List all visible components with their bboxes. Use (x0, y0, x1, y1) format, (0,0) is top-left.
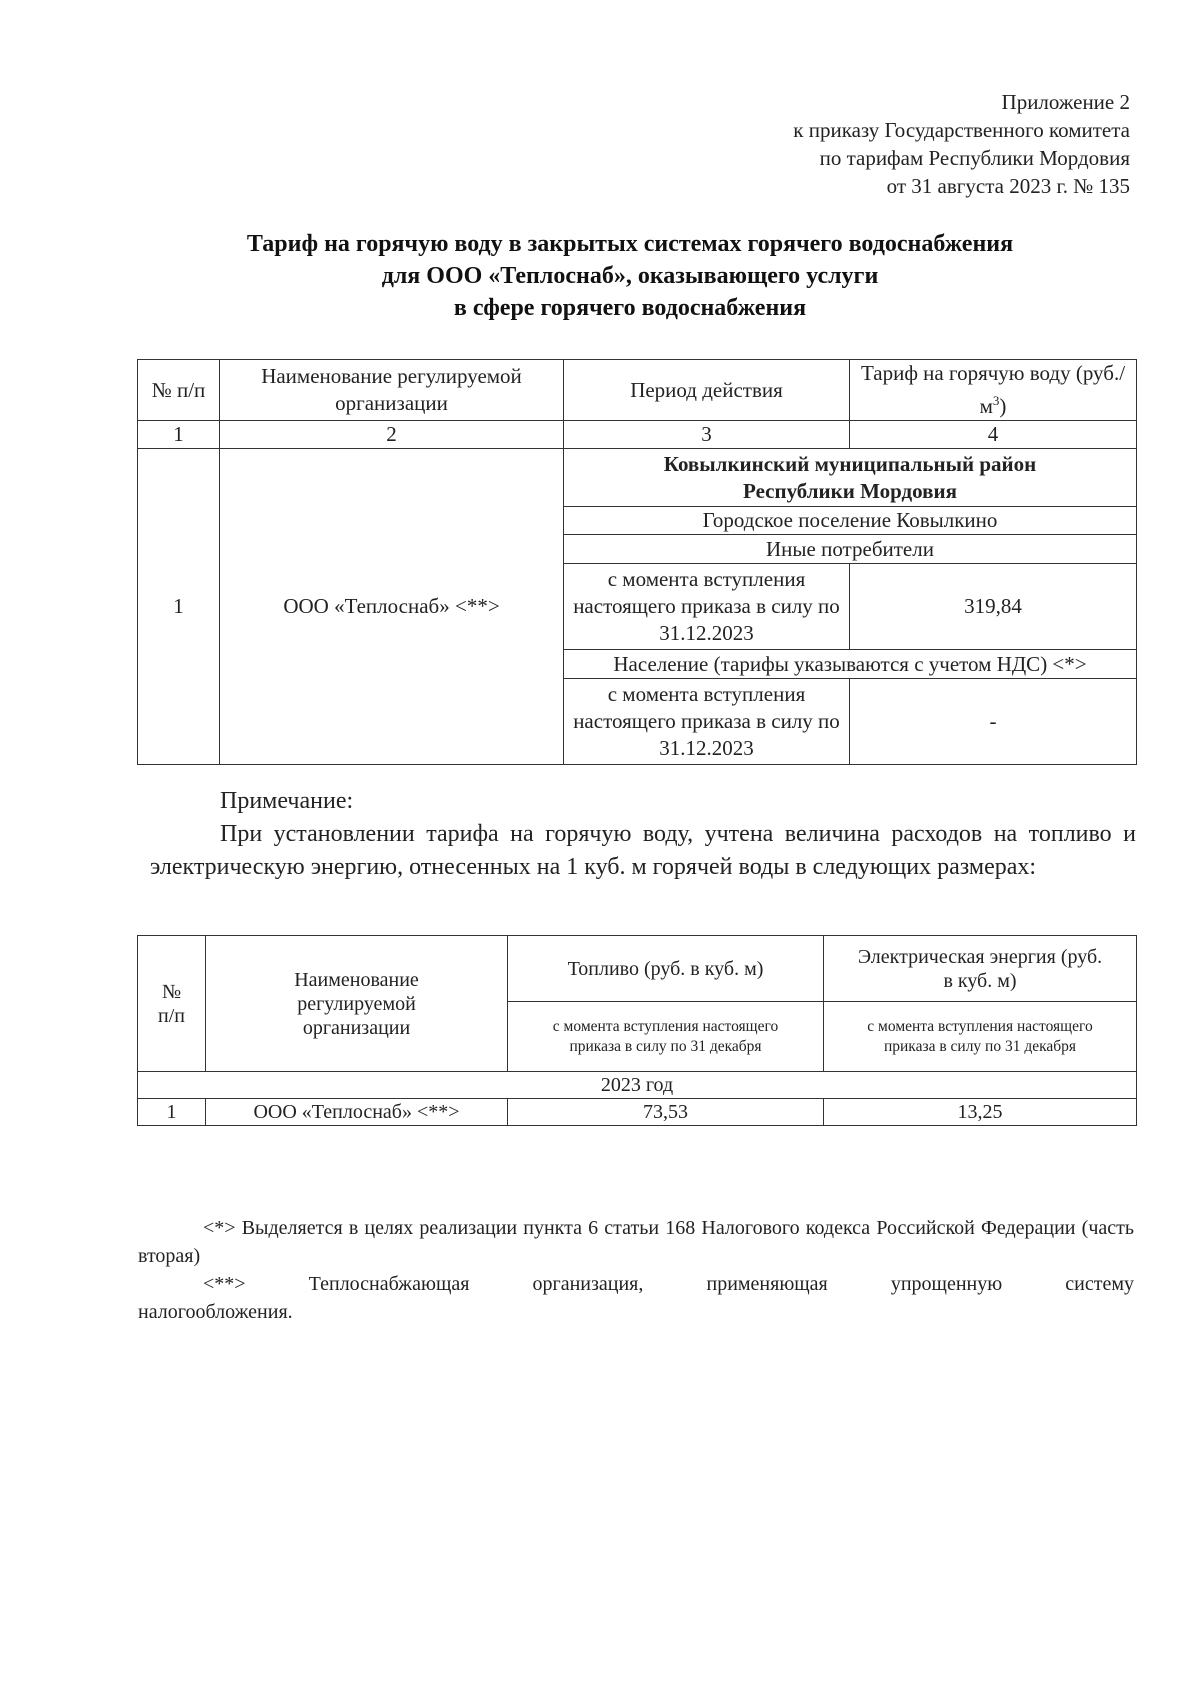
costs-row-energy: 13,25 (824, 1099, 1137, 1126)
header-num: № п/п (138, 360, 220, 421)
row-num: 1 (138, 449, 220, 765)
header-period: Период действия (564, 360, 850, 421)
costs-row-org: ООО «Теплоснаб» <**> (206, 1099, 508, 1126)
footnotes (138, 1214, 1134, 1326)
title-line-1: Тариф на горячую воду в закрытых системах горячего водоснабжения (246, 231, 1014, 257)
header-tariff-sup: 3 (992, 393, 1000, 408)
header-org: Наименование регулируемой организации (220, 360, 564, 421)
col-number-4: 4 (850, 421, 1137, 449)
costs-header-num-text: № п/п (158, 980, 185, 1027)
group2-period: с момента вступления настоящего приказа в силу по 31.12.2023 (564, 679, 850, 765)
costs-energy-period-text: с момента вступления настоящего приказа в силу по 31 декабря (867, 1017, 1093, 1055)
appendix-line-3: по тарифам Республики Мордовия (819, 146, 1130, 170)
footnote-2-word-6: систему (1065, 1273, 1134, 1295)
footnote-2-word-2: Теплоснабжающая (308, 1273, 470, 1295)
title-line-2: для ООО «Теплоснаб», оказывающего услуги (381, 263, 879, 289)
costs-year: 2023 год (138, 1072, 1137, 1099)
footnote-2-word-1: <**> (203, 1273, 246, 1295)
group-other-consumers: Иные потребители (564, 535, 1137, 564)
costs-header-num (138, 936, 206, 1072)
header-tariff-text: Тариф на горячую воду (руб./м (860, 361, 1126, 418)
footnote-2-word-4: применяющая (706, 1273, 828, 1295)
costs-header-fuel: Топливо (руб. в куб. м) (508, 936, 824, 1002)
region-line-1: Ковылкинский муниципальный район (663, 451, 1037, 476)
title-line-3: в сфере горячего водоснабжения (453, 295, 807, 321)
costs-row-fuel: 73,53 (508, 1099, 824, 1126)
header-tariff (850, 360, 1137, 421)
appendix-line-4: от 31 августа 2023 г. № 135 (886, 174, 1130, 198)
col-number-2: 2 (220, 421, 564, 449)
note-section (150, 785, 1136, 884)
header-tariff-end: ) (999, 394, 1007, 418)
footnote-2-line-2: налогообложения. (138, 1301, 293, 1323)
appendix-header (793, 88, 1130, 200)
costs-header-org-text: Наименование регулируемой организации (294, 968, 419, 1039)
costs-row-num: 1 (138, 1099, 206, 1126)
costs-header-energy-text: Электрическая энергия (руб. в куб. м) (857, 945, 1103, 992)
group2-value: - (850, 679, 1137, 765)
settlement-cell: Городское поселение Ковылкино (564, 507, 1137, 535)
costs-header-energy (824, 936, 1137, 1002)
note-label: Примечание: (220, 788, 354, 814)
footnote-2-line-1 (138, 1270, 1134, 1298)
tariff-table (137, 359, 1137, 765)
note-text: При установлении тарифа на горячую воду, учтена величина расходов на топливо и электрическую энергию, отнесенных на 1 куб. м горячей воды в следующих размерах: (150, 821, 1136, 880)
footnote-2-word-3: организация, (532, 1273, 644, 1295)
group-population: Население (тарифы указываются с учетом НДС) <*> (564, 650, 1137, 679)
col-number-1: 1 (138, 421, 220, 449)
group1-period: с момента вступления настоящего приказа в силу по 31.12.2023 (564, 564, 850, 650)
costs-fuel-period-text: с момента вступления настоящего приказа в силу по 31 декабря (552, 1017, 779, 1055)
group1-value: 319,84 (850, 564, 1137, 650)
footnote-1: <*> Выделяется в целях реализации пункта 6 статьи 168 Налогового кодекса Российской Федерации (часть вторая) (138, 1217, 1134, 1267)
appendix-line-1: Приложение 2 (1001, 90, 1130, 114)
costs-table (137, 935, 1137, 1126)
region-cell (564, 449, 1137, 507)
region-line-2: Республики Мордовия (743, 478, 957, 503)
col-number-3: 3 (564, 421, 850, 449)
document-title (130, 228, 1130, 324)
costs-fuel-period (508, 1002, 824, 1072)
row-org: ООО «Теплоснаб» <**> (220, 449, 564, 765)
costs-header-org (206, 936, 508, 1072)
costs-energy-period (824, 1002, 1137, 1072)
footnote-2-word-5: упрощенную (890, 1273, 1003, 1295)
appendix-line-2: к приказу Государственного комитета (793, 118, 1130, 142)
